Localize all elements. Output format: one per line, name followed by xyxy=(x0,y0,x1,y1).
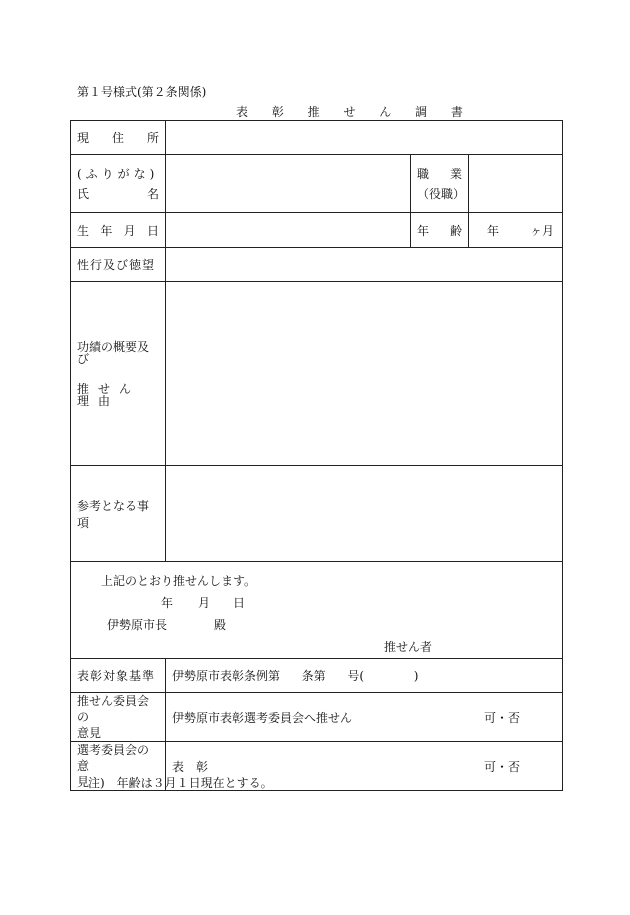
reference-row xyxy=(71,466,563,562)
role-label: （役職） xyxy=(417,186,466,201)
criteria-field[interactable]: 伊勢原市表彰条例第 条第 号( ) xyxy=(166,659,563,693)
committee-opinion-row xyxy=(71,693,563,742)
document-title: 表 彰 推 せ ん 調 書 xyxy=(236,105,473,119)
honorific: 殿 xyxy=(214,618,227,632)
declaration-statement: 上記のとおり推せんします。 xyxy=(101,574,257,588)
selection-opinion-field[interactable]: 表 彰 可・否 xyxy=(166,742,563,791)
name-row xyxy=(71,155,563,213)
character-row xyxy=(71,248,563,282)
achievement-label: 功績の概要及び 推せん理由 xyxy=(71,282,166,466)
date-month: 月 xyxy=(198,596,211,610)
footnote: 注) 年齢は３月１日現在とする。 xyxy=(88,776,273,790)
criteria-label: 表彰対象基準 xyxy=(71,659,166,693)
occupation-field[interactable] xyxy=(469,155,563,213)
form-number: 第１号様式(第２条関係) xyxy=(77,85,207,99)
address-label: 現 住 所 xyxy=(71,121,166,155)
age-label: 年 齢 xyxy=(411,213,469,248)
birthdate-label: 生 年 月 日 xyxy=(71,213,166,248)
declaration-block xyxy=(71,562,563,659)
addressee: 伊勢原市長 xyxy=(107,618,168,632)
reference-field[interactable] xyxy=(166,466,563,562)
reference-label: 参考となる事項 xyxy=(71,466,166,562)
criteria-row xyxy=(71,659,563,693)
furigana-label: (ふりがな) xyxy=(77,166,159,181)
declaration-row xyxy=(71,562,563,659)
character-field[interactable] xyxy=(166,248,563,282)
achievement-row xyxy=(71,282,563,466)
selection-verdict[interactable]: 可・否 xyxy=(484,759,521,774)
achievement-field[interactable] xyxy=(166,282,563,466)
character-label: 性行及び徳望 xyxy=(71,248,166,282)
date-day: 日 xyxy=(233,596,246,610)
selection-opinion-label: 選考委員会の意 見 xyxy=(71,742,166,791)
age-field[interactable]: 年 ヶ月 xyxy=(469,213,563,248)
date-year: 年 xyxy=(161,596,174,610)
name-label: (ふりがな) 氏 名 xyxy=(71,155,166,213)
occupation-label: 職 業 （役職） xyxy=(411,155,469,213)
birthdate-row xyxy=(71,213,563,248)
name-field[interactable] xyxy=(166,155,411,213)
recommender-label: 推せん者 xyxy=(384,640,433,654)
birthdate-field[interactable] xyxy=(166,213,411,248)
recommendation-form-table xyxy=(70,120,563,791)
committee-opinion-label: 推せん委員会の 意見 xyxy=(71,693,166,742)
address-row xyxy=(71,121,563,155)
address-field[interactable] xyxy=(166,121,563,155)
committee-opinion-field[interactable]: 伊勢原市表彰選考委員会へ推せん 可・否 xyxy=(166,693,563,742)
committee-verdict[interactable]: 可・否 xyxy=(484,710,521,725)
